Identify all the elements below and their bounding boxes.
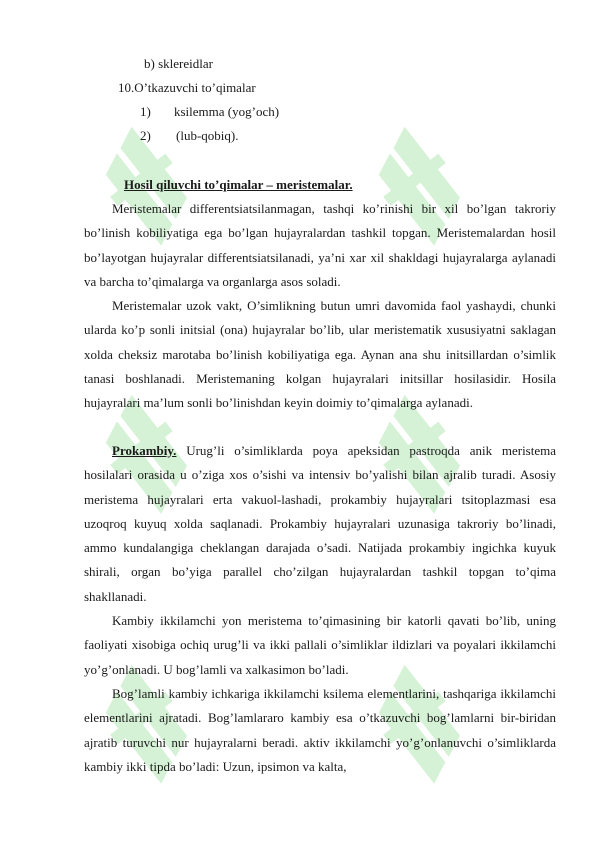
list-item-10: 10.O’tkazuvchi to’qimalar: [118, 80, 256, 95]
section-heading: Hosil qiluvchi to’qimalar – meristemalar.: [124, 177, 353, 192]
sublist-number-2: 2): [140, 128, 151, 143]
paragraph-lead-term: Prokambiy.: [112, 443, 177, 458]
sublist-text-1: ksilemma (yog’och): [174, 104, 280, 119]
paragraph-text: Urug’li o’simliklarda poya apeksidan pastroqda anik meristema hosilalari orasida u o’ziga xos o’sishi va intensiv bo’yalishi bilan ajralib turadi. Asosiy meristema hujayralari erta vakuol-lashadi, prokambiy hujayralari tsitoplazmasi esa uzoqroq kuyuq xolda saqlanadi. Prokambiy hujayralari uzunasiga takroriy bo’linadi, ammo kundalangiga cheklangan darajada o’sadi. Natijada prokambiy ingichka kuyuk shirali, organ bo’yiga parallel cho’zilgan hujayralardan tashkil topgan to’qima shakllanadi.: [84, 443, 556, 604]
paragraph: Meristemalar differentsiatsilanmagan, tashqi ko’rinishi bir xil bo’lgan takroriy bo’linish kobiliyatiga ega bo’lgan hujayralardan tashkil topgan. Meristemalardan hosil bo’layotgan hujayralar differentsiatsilanadi, ya’ni xar xil shakldagi hujayralarga aylanadi va barcha to’qimalarga va organlarga asos soladi.: [84, 201, 556, 289]
paragraph: Meristemalar uzok vakt, O’simlikning butun umri davomida faol yashaydi, chunki ularda ko’p sonli initsial (ona) hujayralar bo’lib, ular meristematik xususiyatni saklagan xolda cheksiz marotaba bo’linish kobiliyatiga ega. Aynan ana shu initsillardan o’simlik tanasi boshlanadi. Meristemaning kolgan hujayralari initsillar hosilasidir. Hosila hujayralari ma’lum sonli bo’linishdan keyin doimiy to’qimalarga aylanadi.: [84, 298, 556, 411]
sublist-number-1: 1): [140, 104, 151, 119]
paragraph: Bog’lamli kambiy ichkariga ikkilamchi ksilema elementlarini, tashqariga ikkilamchi elementlarini ajratadi. Bog’lamlararo kambiy esa o’tkazuvchi bog’lamlarni bir-biridan ajratib turuvchi nur hujayralarni beradi. aktiv ikkilamchi yo’g’onlanuvchi o’simliklarda kambiy ikki tipda bo’ladi: Uzun, ipsimon va kalta,: [84, 686, 556, 774]
list-item-b: b) sklereidlar: [144, 56, 213, 71]
paragraph: Kambiy ikkilamchi yon meristema to’qimasining bir katorli qavati bo’lib, uning faoliyati xisobiga ochiq urug’li va ikki pallali o’simliklar ildizlari va poyalari ikkilamchi yo’g’onlanadi. U bog’lamli va xalkasimon bo’ladi.: [84, 613, 556, 677]
sublist-text-2: (lub-qobiq).: [176, 128, 239, 143]
paragraph-prokambiy: [84, 439, 556, 609]
